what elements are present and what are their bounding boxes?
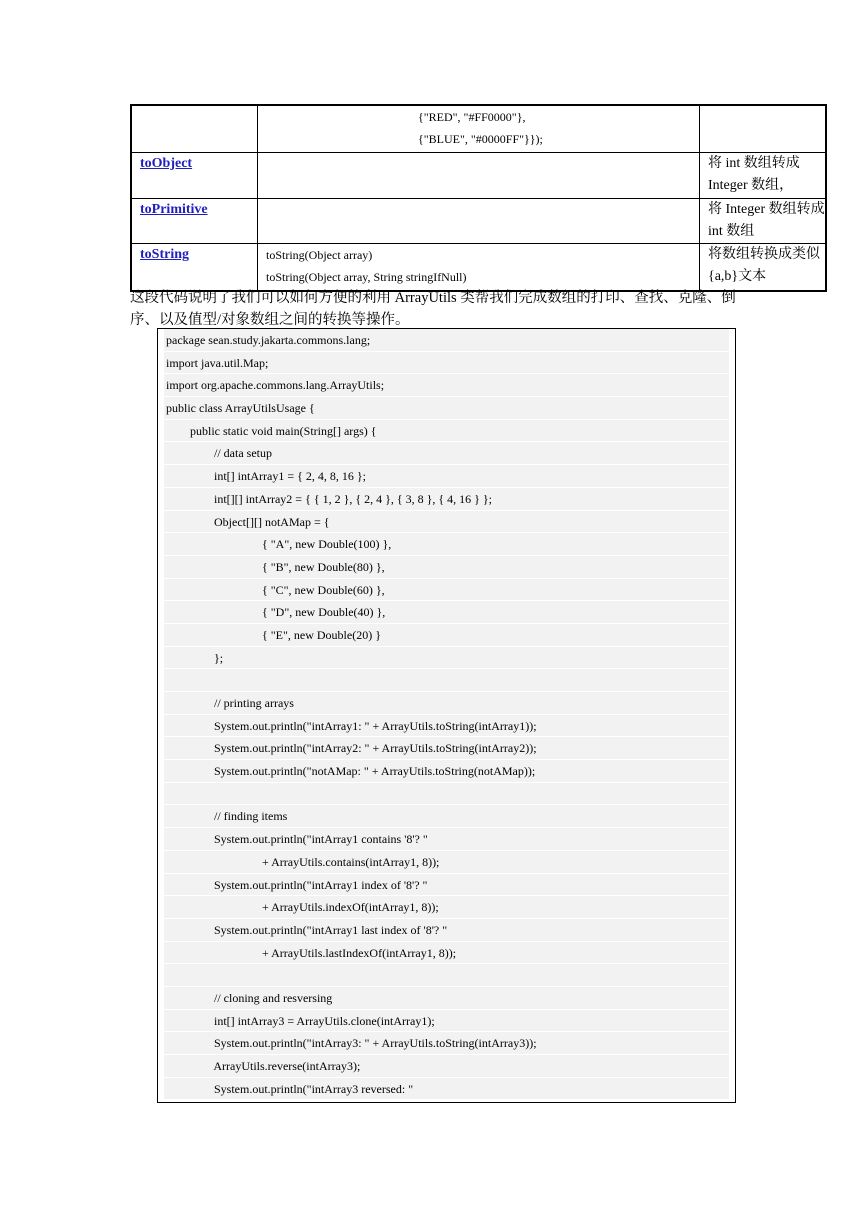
- code-line: // finding items: [164, 805, 729, 828]
- method-cell: [131, 243, 258, 291]
- code-line: public static void main(String[] args) {: [164, 420, 729, 443]
- code-line: // printing arrays: [164, 692, 729, 715]
- code-block: [157, 328, 736, 1103]
- table-row: [131, 198, 826, 243]
- code-line: // cloning and resversing: [164, 987, 729, 1010]
- code-line: + ArrayUtils.lastIndexOf(intArray1, 8));: [164, 942, 729, 965]
- table-row: [131, 105, 826, 152]
- code-line: System.out.println("intArray1 index of '8'? ": [164, 874, 729, 897]
- code-line: int[] intArray1 = { 2, 4, 8, 16 };: [164, 465, 729, 488]
- code-line: package sean.study.jakarta.commons.lang;: [164, 329, 729, 352]
- description-cell: 将 int 数组转成 Integer 数组，: [700, 152, 827, 198]
- intro-paragraph: 这段代码说明了我们可以如何方便的利用 ArrayUtils 类帮我们完成数组的打印、查找、克隆、倒序、以及值型/对象数组之间的转换等操作。: [130, 290, 736, 328]
- code-line: Object[][] notAMap = {: [164, 511, 729, 534]
- code-line: System.out.println("intArray1 contains '8'? ": [164, 828, 729, 851]
- method-cell: [131, 152, 258, 198]
- code-line: int[] intArray3 = ArrayUtils.clone(intArray1);: [164, 1010, 729, 1033]
- code-line: System.out.println("intArray2: " + ArrayUtils.toString(intArray2));: [164, 737, 729, 760]
- code-line: import java.util.Map;: [164, 352, 729, 375]
- api-table: [130, 104, 827, 292]
- code-line: { "B", new Double(80) },: [164, 556, 729, 579]
- table-row: [131, 152, 826, 198]
- signature-cell: [258, 152, 700, 198]
- signature-cell: [258, 198, 700, 243]
- code-line: System.out.println("intArray1: " + ArrayUtils.toString(intArray1));: [164, 715, 729, 738]
- code-line: System.out.println("intArray1 last index of '8'? ": [164, 919, 729, 942]
- code-line: + ArrayUtils.contains(intArray1, 8));: [164, 851, 729, 874]
- code-line: // data setup: [164, 442, 729, 465]
- code-line: [164, 669, 729, 692]
- code-line: [164, 964, 729, 987]
- code-line: + ArrayUtils.indexOf(intArray1, 8));: [164, 896, 729, 919]
- code-line: { "E", new Double(20) }: [164, 624, 729, 647]
- method-cell: [131, 105, 258, 152]
- code-line: import org.apache.commons.lang.ArrayUtils;: [164, 374, 729, 397]
- code-line: System.out.println("notAMap: " + ArrayUtils.toString(notAMap));: [164, 760, 729, 783]
- signature-line: {"RED", "#FF0000"},: [418, 110, 526, 124]
- signature-line: toString(Object array): [266, 247, 373, 262]
- code-line: };: [164, 647, 729, 670]
- description-cell: 将 Integer 数组转成 int 数组: [700, 198, 827, 243]
- code-line: System.out.println("intArray3 reversed: ": [164, 1078, 729, 1101]
- code-line: public class ArrayUtilsUsage {: [164, 397, 729, 420]
- code-line: { "C", new Double(60) },: [164, 579, 729, 602]
- signature-line: toString(Object array, String stringIfNull): [266, 269, 467, 284]
- code-lines: [164, 329, 729, 1100]
- method-link-toprimitive[interactable]: toPrimitive: [140, 201, 208, 217]
- code-line: { "A", new Double(100) },: [164, 533, 729, 556]
- signature-cell: [258, 105, 700, 152]
- code-line: { "D", new Double(40) },: [164, 601, 729, 624]
- method-link-toobject[interactable]: toObject: [140, 155, 193, 171]
- code-line: ArrayUtils.reverse(intArray3);: [164, 1055, 729, 1078]
- code-line: System.out.println("intArray3: " + ArrayUtils.toString(intArray3));: [164, 1032, 729, 1055]
- description-cell: 将数组转换成类似{a,b}文本: [700, 243, 827, 291]
- signature-line: {"BLUE", "#0000FF"}});: [418, 132, 543, 146]
- table-row: [131, 243, 826, 291]
- signature-cell: [258, 243, 700, 291]
- method-cell: [131, 198, 258, 243]
- method-link-tostring[interactable]: toString: [140, 246, 189, 262]
- code-line: [164, 783, 729, 806]
- code-line: int[][] intArray2 = { { 1, 2 }, { 2, 4 }, { 3, 8 }, { 4, 16 } };: [164, 488, 729, 511]
- description-cell: [700, 105, 827, 152]
